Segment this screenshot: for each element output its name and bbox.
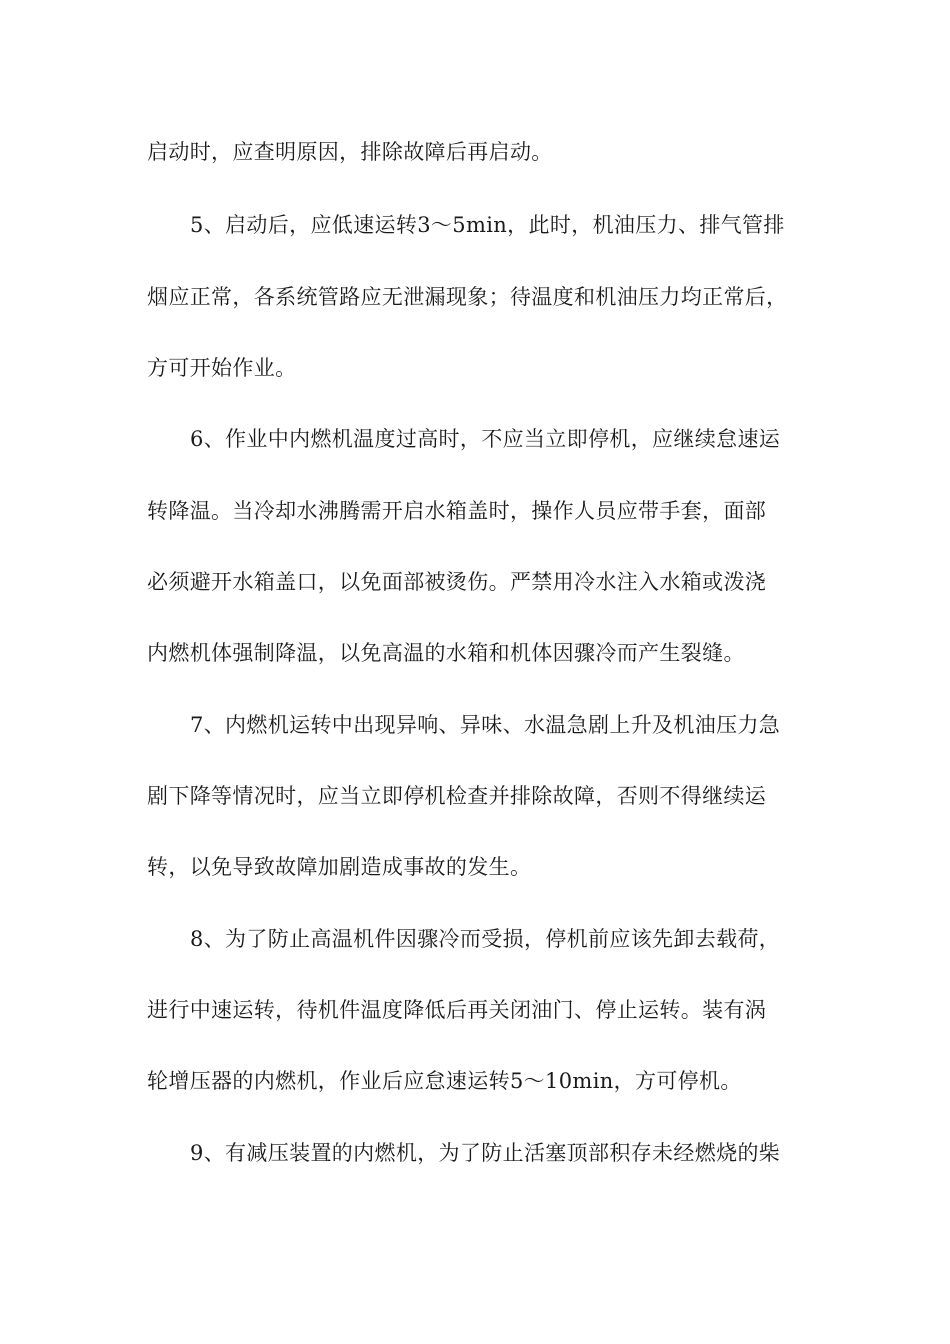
text-line-1: 启动时，应查明原因，排除故障后再启动。 <box>147 140 553 164</box>
text-line-5: 6、作业中内燃机温度过高时，不应当立即停机，应继续怠速运 <box>190 427 781 451</box>
text-line-7: 必须避开水箱盖口，以免面部被烫伤。严禁用冷水注入水箱或泼浇 <box>147 570 767 594</box>
text-line-12: 8、为了防止高温机件因骤冷而受损，停机前应该先卸去载荷， <box>190 927 781 951</box>
text-line-15: 9、有减压装置的内燃机，为了防止活塞顶部积存未经燃烧的柴 <box>190 1141 781 1165</box>
text-line-8: 内燃机体强制降温，以免高温的水箱和机体因骤冷而产生裂缝。 <box>147 641 745 665</box>
text-line-13: 进行中速运转，待机件温度降低后再关闭油门、停止运转。装有涡 <box>147 998 767 1022</box>
text-line-6: 转降温。当冷却水沸腾需开启水箱盖时，操作人员应带手套，面部 <box>147 499 767 523</box>
text-line-11: 转，以免导致故障加剧造成事故的发生。 <box>147 855 532 879</box>
text-line-3: 烟应正常，各系统管路应无泄漏现象；待温度和机油压力均正常后， <box>147 285 788 309</box>
text-line-4: 方可开始作业。 <box>147 356 297 380</box>
text-line-2: 5、启动后，应低速运转3～5min，此时，机油压力、排气管排 <box>190 213 785 237</box>
text-line-9: 7、内燃机运转中出现异响、异味、水温急剧上升及机油压力急 <box>190 713 781 737</box>
text-line-10: 剧下降等情况时，应当立即停机检查并排除故障，否则不得继续运 <box>147 784 767 808</box>
text-line-14: 轮增压器的内燃机，作业后应怠速运转5～10min，方可停机。 <box>147 1069 742 1093</box>
